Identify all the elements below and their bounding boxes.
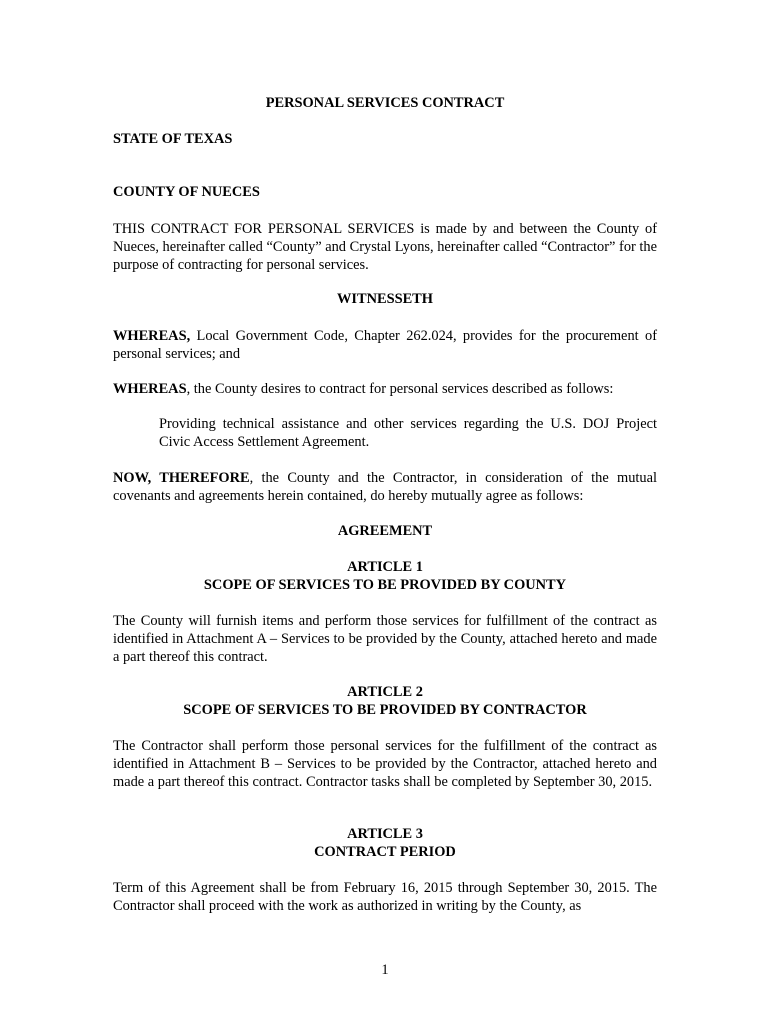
article-1-number: ARTICLE 1 bbox=[347, 559, 423, 575]
county-heading: COUNTY OF NUECES bbox=[113, 184, 260, 200]
now-therefore-paragraph bbox=[113, 469, 657, 505]
article-2-number: ARTICLE 2 bbox=[347, 684, 423, 700]
services-description: Providing technical assistance and other services regarding the U.S. DOJ Project Civic Access Settlement Agreement. bbox=[159, 416, 657, 450]
article-1-body: The County will furnish items and perform those services for fulfillment of the contract as identified in Attachment A – Services to be provided by the County, attached hereto and made a part thereof this contract. bbox=[113, 613, 657, 665]
whereas-text-1: Local Government Code, Chapter 262.024, provides for the procurement of personal services; and bbox=[113, 328, 657, 362]
now-therefore-text: , the County and the Contractor, in consideration of the mutual covenants and agreements herein contained, do hereby mutually agree as follows: bbox=[113, 470, 657, 504]
article-2-body: The Contractor shall perform those personal services for the fulfillment of the contract as identified in Attachment B – Services to be provided by the Contractor, attached hereto and made a part thereof this contract. Contractor tasks shall be completed by September 30, 2015. bbox=[113, 738, 657, 790]
article-3-number: ARTICLE 3 bbox=[347, 826, 423, 842]
now-therefore-lead: NOW, THEREFORE bbox=[113, 470, 250, 486]
intro-paragraph: THIS CONTRACT FOR PERSONAL SERVICES is made by and between the County of Nueces, hereinafter called “County” and Crystal Lyons, hereinafter called “Contractor” for the purpose of contracting for personal services. bbox=[113, 221, 657, 273]
article-3-title: CONTRACT PERIOD bbox=[314, 844, 456, 860]
page-number: 1 bbox=[381, 962, 389, 978]
document-title: PERSONAL SERVICES CONTRACT bbox=[265, 95, 505, 111]
article-2-title: SCOPE OF SERVICES TO BE PROVIDED BY CONTRACTOR bbox=[183, 702, 587, 718]
whereas-text-2: , the County desires to contract for personal services described as follows: bbox=[186, 381, 614, 397]
whereas-paragraph-2 bbox=[113, 380, 657, 398]
whereas-lead-1: WHEREAS, bbox=[113, 328, 191, 344]
whereas-paragraph-1 bbox=[113, 327, 657, 363]
witnesseth-heading: WITNESSETH bbox=[337, 291, 433, 307]
article-1-title: SCOPE OF SERVICES TO BE PROVIDED BY COUNTY bbox=[203, 577, 567, 593]
article-3-body: Term of this Agreement shall be from February 16, 2015 through September 30, 2015. The Contractor shall proceed with the work as authorized in writing by the County, as bbox=[113, 880, 657, 914]
agreement-heading: AGREEMENT bbox=[337, 523, 433, 539]
state-heading: STATE OF TEXAS bbox=[113, 131, 233, 147]
whereas-lead-2: WHEREAS bbox=[113, 381, 187, 397]
